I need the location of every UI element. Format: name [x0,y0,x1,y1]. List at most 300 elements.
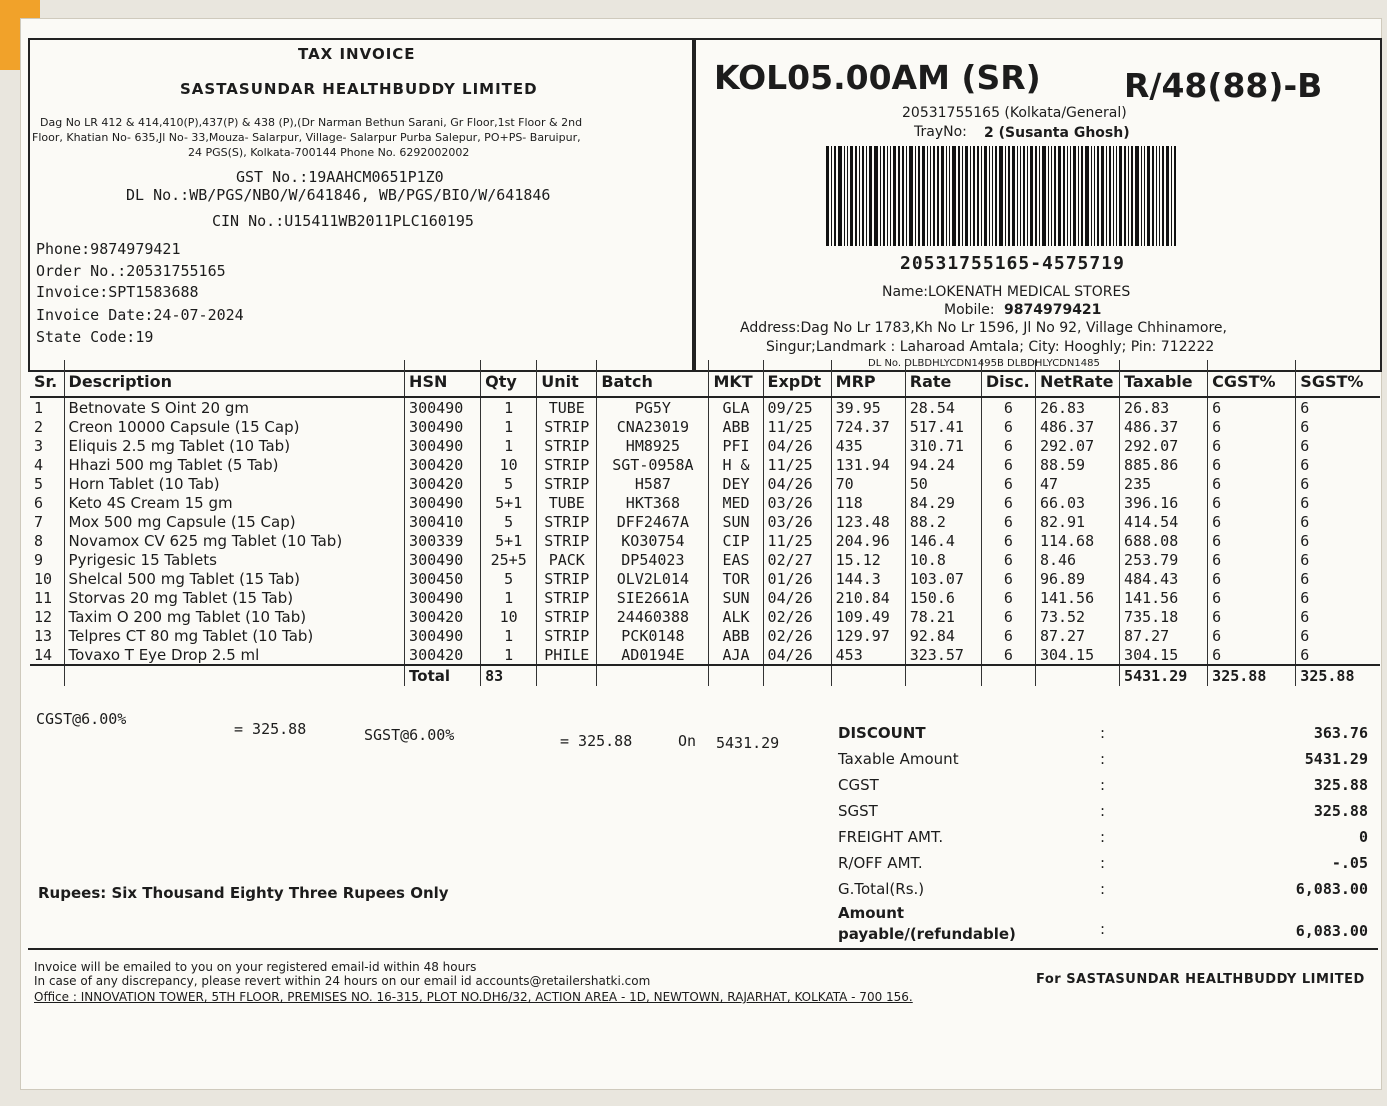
summary-label: SGST [838,802,878,820]
cell-disc: 6 [981,397,1035,417]
barcode-bar [855,146,857,246]
col-header-netrate: NetRate [1035,360,1119,397]
cell-unit: STRIP [537,455,597,474]
table-row [30,645,1380,665]
cin-number: CIN No.:U15411WB2011PLC160195 [212,212,474,230]
summary-label: DISCOUNT [838,724,926,742]
barcode-bar [874,146,878,246]
cell-taxable: 414.54 [1120,512,1208,531]
summary-colon: : [1100,828,1106,846]
summary-label: CGST [838,776,879,794]
amount-payable-label-2: payable/(refundable) [838,925,1016,943]
cell-hsn: 300450 [405,569,481,588]
cell-sr: 8 [34,531,44,550]
cell-sgst: 6 [1296,645,1380,665]
barcode-bar [1171,146,1172,246]
cell-unit: STRIP [537,607,597,626]
barcode-bar [890,146,891,246]
summary-row [838,828,1368,850]
cell-net: 304.15 [1035,645,1119,665]
col-header-description: Description [64,360,405,397]
barcode-bar [984,146,987,246]
cell-unit: PACK [537,550,597,569]
cell-disc: 6 [981,588,1035,607]
cell-rate: 310.71 [905,436,981,455]
barcode-bar [1094,146,1095,246]
cell-sgst: 6 [1296,397,1380,417]
col-header-sr: Sr. [30,360,64,397]
on-value: 5431.29 [716,734,780,752]
cell-mrp: 123.48 [831,512,905,531]
cell-cgst: 6 [1208,588,1296,607]
summary-value: 325.88 [1313,802,1368,820]
cell-qty: 1 [481,417,537,436]
cell-desc: Creon 10000 Capsule (15 Cap) [64,417,405,436]
cell-taxable: 885.86 [1120,455,1208,474]
barcode-bar [1027,146,1028,246]
cell-disc: 6 [981,645,1035,665]
barcode-bar [906,146,907,246]
cell-taxable: 484.43 [1120,569,1208,588]
barcode-bar [1091,146,1092,246]
sgst-rate-value: = 325.88 [560,732,633,750]
cell-mkt: ALK [709,607,763,626]
summary-row [838,880,1368,902]
seller-address-line-2: Floor, Khatian No- 635,Jl No- 33,Mouza- Salarpur, Village- Salarpur Purba Salepur, PO+PS- Baruipur, [32,131,581,144]
footer-line-3: Office : INNOVATION TOWER, 5TH FLOOR, PREMISES NO. 16-315, PLOT NO.DH6/32, ACTION AREA - 1D, NEWTOWN, RAJARHAT, KOLKATA - 700 156. [34,990,913,1004]
barcode-bar [937,146,939,246]
amount-payable-value: 6,083.00 [1295,922,1368,940]
cell-net: 47 [1035,474,1119,493]
barcode-bar [850,146,853,246]
cell-desc: Horn Tablet (10 Tab) [64,474,405,493]
barcode-bar [1162,146,1164,246]
cell-sr: 6 [34,493,44,512]
cell-batch: PCK0148 [597,626,709,645]
cell-disc: 6 [981,550,1035,569]
barcode-bar [866,146,867,246]
cell-mkt: EAS [709,550,763,569]
cell-mrp: 131.94 [831,455,905,474]
cell-mkt: AJA [709,645,763,665]
barcode-bar [909,146,913,246]
cell-mrp: 144.3 [831,569,905,588]
cell-qty: 1 [481,397,537,417]
cell-rate: 146.4 [905,531,981,550]
cell-sgst: 6 [1296,569,1380,588]
barcode-bar [927,146,928,246]
col-header-sgst: SGST% [1296,360,1380,397]
cell-disc: 6 [981,417,1035,436]
summary-row [838,724,1368,746]
cell-sr: 9 [34,550,44,569]
cell-hsn: 300490 [405,397,481,417]
cell-mkt: PFI [709,436,763,455]
cell-sgst: 6 [1296,588,1380,607]
barcode-bar [1067,146,1068,246]
barcode-bar [949,146,950,246]
customer-name: Name:LOKENATH MEDICAL STORES [882,284,1131,300]
cell-sgst: 6 [1296,455,1380,474]
total-cgst: 325.88 [1208,665,1296,686]
cell-batch: KO30754 [597,531,709,550]
cell-rate: 88.2 [905,512,981,531]
cell-rate: 150.6 [905,588,981,607]
seller-address-line-1: Dag No LR 412 & 414,410(P),437(P) & 438 (P),(Dr Narman Bethun Sarani, Gr Floor,1st Floor & 2nd [40,116,583,129]
cell-batch: 24460388 [597,607,709,626]
cell-unit: STRIP [537,474,597,493]
cell-batch: HKT368 [597,493,709,512]
cell-sgst: 6 [1296,531,1380,550]
barcode-bar [893,146,896,246]
barcode-bar [1030,146,1033,246]
summary-colon: : [1100,854,1106,872]
barcode-bar [1135,146,1139,246]
cell-hsn: 300410 [405,512,481,531]
cell-exp: 03/26 [763,493,831,512]
cell-sr: 4 [34,455,44,474]
cell-unit: STRIP [537,417,597,436]
tray-label: TrayNo: [914,124,967,140]
seller-address-line-3: 24 PGS(S), Kolkata-700144 Phone No. 6292002002 [188,146,470,159]
barcode-bar [1078,146,1079,246]
cell-batch: PG5Y [597,397,709,417]
cell-batch: H587 [597,474,709,493]
barcode-bar [859,146,860,246]
barcode-bar [838,146,842,246]
cell-exp: 02/26 [763,626,831,645]
cell-sr: 14 [34,645,53,664]
table-row [30,569,1380,588]
order-reference: 20531755165 (Kolkata/General) [902,105,1127,121]
cell-net: 114.68 [1035,531,1119,550]
barcode-bar [1128,146,1129,246]
table-row [30,531,1380,550]
barcode-bar [834,146,836,246]
table-row [30,626,1380,645]
barcode-bar [847,146,848,246]
barcode-bar [1152,146,1154,246]
cell-qty: 10 [481,607,537,626]
barcode-bar [952,146,956,246]
cell-cgst: 6 [1208,474,1296,493]
cell-sgst: 6 [1296,417,1380,436]
summary-value: 325.88 [1313,776,1368,794]
table-row [30,512,1380,531]
cell-unit: PHILE [537,645,597,665]
total-row [30,665,1380,686]
summary-value: 5431.29 [1304,750,1368,768]
amount-payable-row [838,904,1368,948]
cell-taxable: 292.07 [1120,436,1208,455]
barcode-bar [1054,146,1056,246]
table-row [30,417,1380,436]
cell-desc: Mox 500 mg Capsule (15 Cap) [64,512,405,531]
barcode-bar [1070,146,1071,246]
cell-mkt: MED [709,493,763,512]
summary-colon: : [1100,776,1106,794]
cell-taxable: 396.16 [1120,493,1208,512]
cell-mrp: 435 [831,436,905,455]
gst-number: GST No.:19AAHCM0651P1Z0 [236,168,444,186]
col-header-mrp: MRP [831,360,905,397]
cell-mkt: TOR [709,569,763,588]
total-label: Total [405,665,481,686]
barcode-bar [869,146,872,246]
on-label: On [678,732,697,750]
barcode-bar [989,146,990,246]
table-row [30,474,1380,493]
cell-exp: 11/25 [763,455,831,474]
cell-batch: DFF2467A [597,512,709,531]
col-header-taxable: Taxable [1120,360,1208,397]
cell-net: 82.91 [1035,512,1119,531]
cell-rate: 92.84 [905,626,981,645]
barcode-bar [1116,146,1117,246]
summary-label: G.Total(Rs.) [838,880,925,898]
table-header [30,360,1380,397]
barcode-bar [973,146,975,246]
barcode-bar [965,146,968,246]
cell-qty: 1 [481,436,537,455]
cell-hsn: 300490 [405,493,481,512]
cell-taxable: 688.08 [1120,531,1208,550]
cell-exp: 09/25 [763,397,831,417]
cell-hsn: 300490 [405,626,481,645]
cell-sr: 5 [34,474,44,493]
cell-sgst: 6 [1296,607,1380,626]
cell-rate: 28.54 [905,397,981,417]
total-taxable: 5431.29 [1120,665,1208,686]
cell-hsn: 300490 [405,436,481,455]
barcode-bar [1063,146,1065,246]
cell-batch: DP54023 [597,550,709,569]
cell-qty: 25+5 [481,550,537,569]
cell-desc: Keto 4S Cream 15 gm [64,493,405,512]
summary-label: Taxable Amount [838,750,959,768]
cell-rate: 103.07 [905,569,981,588]
customer-dl-number: DL No. DLBDHLYCDN1495B DLBDHLYCDN1485 [868,358,1100,369]
summary-row [838,750,1368,772]
cell-desc: Pyrigesic 15 Tablets [64,550,405,569]
barcode-bar [1097,146,1099,246]
cell-qty: 5+1 [481,531,537,550]
cell-sgst: 6 [1296,436,1380,455]
cell-unit: STRIP [537,512,597,531]
barcode-bar [1147,146,1150,246]
cell-rate: 78.21 [905,607,981,626]
total-qty: 83 [481,665,537,686]
cell-hsn: 300490 [405,417,481,436]
cell-mkt: H & [709,455,763,474]
barcode-bar [1023,146,1025,246]
cell-net: 88.59 [1035,455,1119,474]
authorized-signatory: For SASTASUNDAR HEALTHBUDDY LIMITED [1036,972,1365,987]
barcode-bar [995,146,997,246]
table-row [30,436,1380,455]
col-header-expdt: ExpDt [763,360,831,397]
barcode-bar [844,146,845,246]
barcode-bar [826,146,829,246]
barcode-bar [862,146,864,246]
cell-qty: 5+1 [481,493,537,512]
cell-cgst: 6 [1208,607,1296,626]
cell-mrp: 204.96 [831,531,905,550]
cell-exp: 04/26 [763,588,831,607]
doc-title: TAX INVOICE [298,45,416,63]
cell-cgst: 6 [1208,550,1296,569]
order-number: Order No.:20531755165 [36,262,226,280]
col-header-batch: Batch [597,360,709,397]
cell-cgst: 6 [1208,569,1296,588]
cell-exp: 01/26 [763,569,831,588]
barcode-bar [1156,146,1157,246]
cell-net: 141.56 [1035,588,1119,607]
barcode-bar [930,146,931,246]
barcode-bar [1042,146,1046,246]
barcode-bar [981,146,982,246]
barcode-bar [941,146,944,246]
cell-net: 66.03 [1035,493,1119,512]
cell-mkt: ABB [709,417,763,436]
barcode-bar [992,146,993,246]
cell-desc: Telpres CT 80 mg Tablet (10 Tab) [64,626,405,645]
cell-exp: 11/25 [763,417,831,436]
cell-sr: 12 [34,607,53,626]
state-code: State Code:19 [36,328,154,346]
table-row [30,493,1380,512]
rack-code: R/48(88)-B [1124,66,1323,105]
cell-sgst: 6 [1296,550,1380,569]
cell-qty: 10 [481,455,537,474]
barcode-bar [1085,146,1089,246]
cell-sr: 11 [34,588,53,607]
route-code: KOL05.00AM (SR) [714,58,1041,97]
summary-value: -.05 [1331,854,1368,872]
mobile-value: 9874979421 [1004,302,1102,318]
barcode-bar [970,146,971,246]
summary-row [838,802,1368,824]
barcode-bar [977,146,979,246]
cell-unit: TUBE [537,397,597,417]
cell-taxable: 235 [1120,474,1208,493]
cell-hsn: 300420 [405,645,481,665]
cell-mrp: 109.49 [831,607,905,626]
cell-mkt: DEY [709,474,763,493]
barcode-bar [1144,146,1145,246]
barcode-bar [1035,146,1037,246]
cell-exp: 03/26 [763,512,831,531]
barcode-bar [1008,146,1010,246]
cell-disc: 6 [981,512,1035,531]
cell-hsn: 300420 [405,474,481,493]
cgst-rate-value: = 325.88 [234,720,307,738]
barcode-bar [915,146,916,246]
cgst-rate-label: CGST@6.00% [36,710,127,728]
barcode-image [826,146,1244,246]
barcode-bar [1081,146,1083,246]
summary-value: 363.76 [1313,724,1368,742]
barcode-bar [1073,146,1076,246]
cell-qty: 1 [481,626,537,645]
cell-taxable: 304.15 [1120,645,1208,665]
col-header-rate: Rate [905,360,981,397]
cell-mrp: 210.84 [831,588,905,607]
barcode-bar [1131,146,1133,246]
summary-label: R/OFF AMT. [838,854,923,872]
cell-sgst: 6 [1296,474,1380,493]
cell-rate: 323.57 [905,645,981,665]
barcode-bar [1159,146,1160,246]
cell-taxable: 253.79 [1120,550,1208,569]
cell-disc: 6 [981,626,1035,645]
cell-unit: STRIP [537,569,597,588]
cell-unit: STRIP [537,626,597,645]
cell-cgst: 6 [1208,493,1296,512]
cell-sr: 7 [34,512,44,531]
cell-desc: Shelcal 500 mg Tablet (15 Tab) [64,569,405,588]
barcode-bar [902,146,904,246]
cell-disc: 6 [981,569,1035,588]
cell-hsn: 300490 [405,588,481,607]
summary-row [838,854,1368,876]
cell-hsn: 300339 [405,531,481,550]
barcode-bar [918,146,920,246]
barcode-bar [1039,146,1040,246]
barcode-bar [831,146,832,246]
cell-unit: STRIP [537,588,597,607]
cell-unit: STRIP [537,531,597,550]
tray-value: 2 (Susanta Ghosh) [984,125,1130,141]
cell-rate: 94.24 [905,455,981,474]
cell-cgst: 6 [1208,512,1296,531]
cell-mrp: 453 [831,645,905,665]
cell-rate: 84.29 [905,493,981,512]
cell-qty: 5 [481,569,537,588]
cell-disc: 6 [981,607,1035,626]
cell-sgst: 6 [1296,626,1380,645]
footer-divider [28,948,1378,950]
amount-payable-colon: : [1100,920,1106,938]
mobile-label: Mobile: [944,302,995,318]
cell-net: 292.07 [1035,436,1119,455]
cell-desc: Novamox CV 625 mg Tablet (10 Tab) [64,531,405,550]
amount-payable-label-1: Amount [838,904,905,922]
barcode-bar [887,146,888,246]
barcode-bar [1058,146,1061,246]
summary-label: FREIGHT AMT. [838,828,944,846]
cell-sgst: 6 [1296,512,1380,531]
barcode-bar [880,146,881,246]
cell-batch: HM8925 [597,436,709,455]
sgst-rate-label: SGST@6.00% [364,726,455,744]
amount-in-words: Rupees: Six Thousand Eighty Three Rupees Only [38,884,449,902]
summary-value: 0 [1358,828,1368,846]
barcode-bar [1113,146,1114,246]
barcode-bar [898,146,900,246]
cell-disc: 6 [981,436,1035,455]
cell-disc: 6 [981,531,1035,550]
cell-sgst: 6 [1296,493,1380,512]
barcode-bar [1119,146,1122,246]
cell-mkt: SUN [709,512,763,531]
cell-net: 486.37 [1035,417,1119,436]
cell-unit: TUBE [537,493,597,512]
cell-net: 73.52 [1035,607,1119,626]
cell-net: 96.89 [1035,569,1119,588]
cell-unit: STRIP [537,436,597,455]
cell-cgst: 6 [1208,531,1296,550]
